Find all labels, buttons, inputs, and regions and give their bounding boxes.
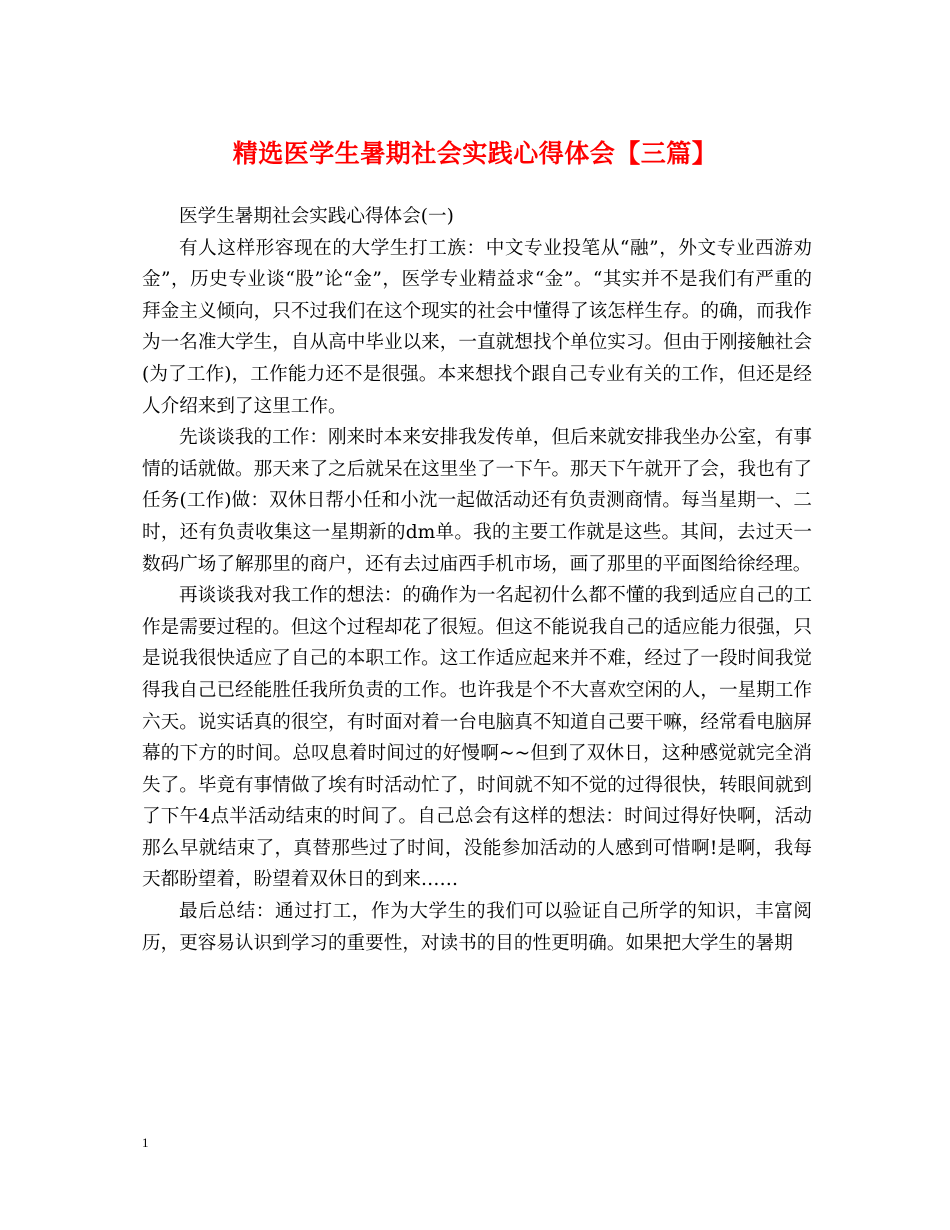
paragraph-work: 先谈谈我的工作：刚来时本来安排我发传单，但后来就安排我坐办公室，有事情的话就做。那天来了之后就呆在这里坐了一下午。那天下午就开了会，我也有了任务(工作)做：双休日帮小任和小沈一起做活动还有负责测商情。每当星期一、二时，还有负责收集这一星期新的dm单。我的主要工作就是这些。其间，去过天一数码广场了解那里的商户，还有去过庙西手机市场，画了那里的平面图给徐经理。	[142, 427, 812, 575]
section-heading: 医学生暑期社会实践心得体会(一)	[179, 206, 454, 227]
document-body	[142, 201, 812, 959]
page-number: 1	[142, 1135, 149, 1150]
paragraph-summary: 最后总结：通过打工，作为大学生的我们可以验证自己所学的知识，丰富阅历，更容易认识到学习的重要性，对读书的目的性更明确。如果把大学生的暑期	[142, 901, 812, 954]
paragraph-intro: 有人这样形容现在的大学生打工族：中文专业投笔从“融”，外文专业西游劝金”，历史专业谈“股”论“金”，医学专业精益求“金”。“其实并不是我们有严重的拜金主义倾向，只不过我们在这个现实的社会中懂得了该怎样生存。的确，而我作为一名准大学生，自从高中毕业以来，一直就想找个单位实习。但由于刚接触社会(为了工作)，工作能力还不是很强。本来想找个跟自己专业有关的工作，但还是经人介绍来到了这里工作。	[142, 237, 812, 417]
document-title: 精选医学生暑期社会实践心得体会【三篇】	[232, 139, 718, 168]
paragraph-thoughts: 再谈谈我对我工作的想法：的确作为一名起初什么都不懂的我到适应自己的工作是需要过程的。但这个过程却花了很短。但这不能说我自己的适应能力很强，只是说我很快适应了自己的本职工作。这工作适应起来并不难，经过了一段时间我觉得我自己已经能胜任我所负责的工作。也许我是个不大喜欢空闲的人，一星期工作六天。说实话真的很空，有时面对着一台电脑真不知道自己要干嘛，经常看电脑屏幕的下方的时间。总叹息着时间过的好慢啊~~但到了双休日，这种感觉就完全消失了。毕竟有事情做了埃有时活动忙了，时间就不知不觉的过得很快，转眼间就到了下午4点半活动结束的时间了。自己总会有这样的想法：时间过得好快啊，活动那么早就结束了，真替那些过了时间，没能参加活动的人感到可惜啊!是啊，我每天都盼望着，盼望着双休日的到来……	[142, 585, 812, 891]
